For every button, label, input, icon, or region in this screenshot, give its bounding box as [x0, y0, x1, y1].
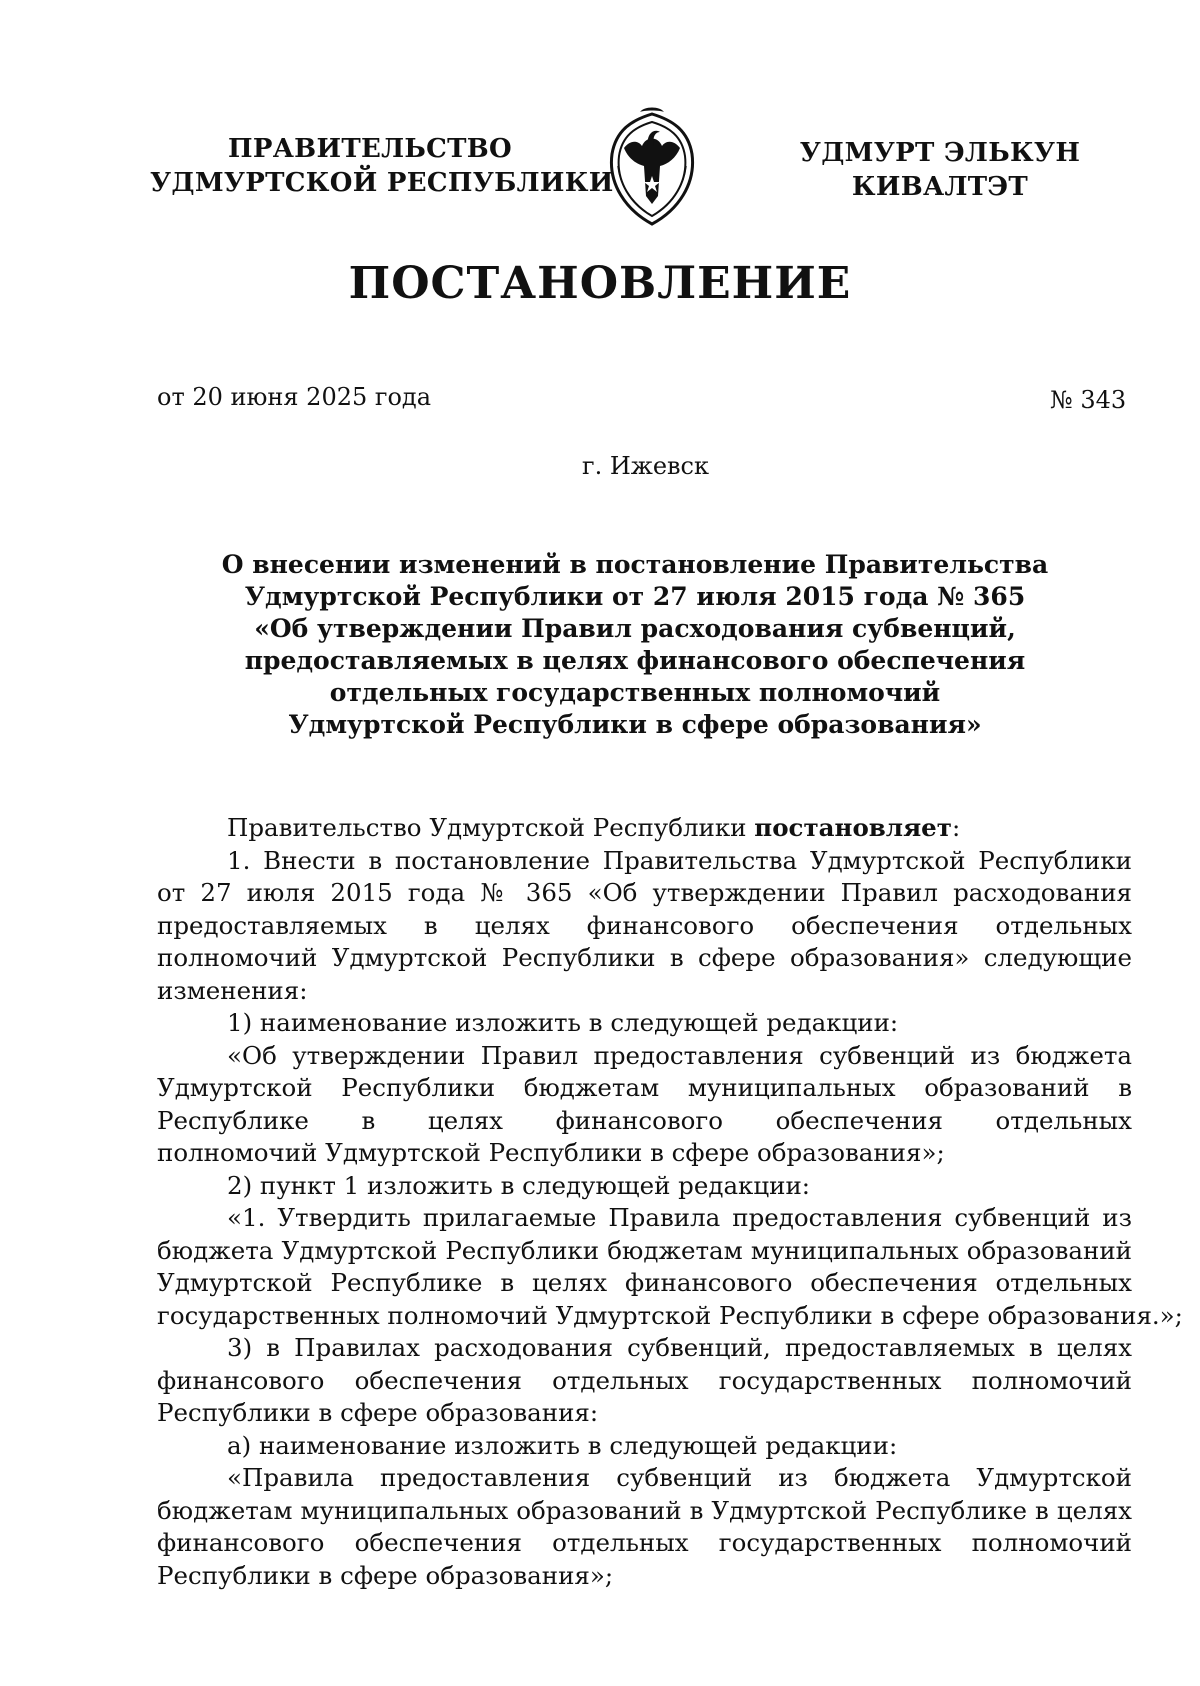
body-line: государственных полномочий Удмуртской Республики в сфере образования.»;	[157, 1300, 1183, 1330]
body-line: бюджетам муниципальных образований в Удмуртской Республике в целях	[157, 1495, 1132, 1525]
subject-line: О внесении изменений в постановление Правительства	[221, 550, 1049, 579]
body-line: 2) пункт 1 изложить в следующей редакции:	[227, 1170, 811, 1200]
preamble-bold-verb: постановляет	[754, 813, 952, 842]
government-name-russian	[150, 132, 614, 200]
preamble-colon: :	[951, 813, 961, 842]
body-line: полномочий Удмуртской Республики в сфере образования» следующие	[157, 943, 1132, 972]
subject-line: предоставляемых в целях финансового обеспечения	[244, 646, 1026, 675]
body-line: от 27 июля 2015 года № 365 «Об утверждении Правил расходования	[157, 878, 1132, 907]
body-line: финансового обеспечения отдельных государственных полномочий	[157, 1528, 1132, 1557]
body-line: Удмуртской Республике в целях финансового обеспечения отдельных	[157, 1268, 1132, 1297]
body-line: изменения:	[157, 975, 308, 1005]
document-type-title: ПОСТАНОВЛЕНИЕ	[348, 258, 852, 309]
subject-line: «Об утверждении Правил расходования субвенций,	[254, 614, 1016, 643]
government-name-line: ПРАВИТЕЛЬСТВО	[228, 134, 512, 164]
body-line: 1. Внести в постановление Правительства Удмуртской Республики	[227, 845, 1132, 875]
body-line: Республики в сфере образования»;	[157, 1560, 614, 1590]
government-name-line: КИВАЛТЭТ	[851, 172, 1029, 202]
body-line: Республике в целях финансового обеспечения отдельных	[157, 1105, 1132, 1135]
body-line: 3) в Правилах расходования субвенций, предоставляемых в целях	[227, 1333, 1132, 1362]
subject-line: отдельных государственных полномочий	[329, 678, 941, 707]
document-number: № 343	[1050, 386, 1127, 414]
body-line: а) наименование изложить в следующей редакции:	[227, 1430, 898, 1460]
document-city: г. Ижевск	[582, 452, 709, 480]
government-name-udmurt	[790, 136, 1090, 204]
body-line: «Об утверждении Правил предоставления субвенций из бюджета	[227, 1040, 1132, 1070]
body-line: «Правила предоставления субвенций из бюджета Удмуртской	[227, 1463, 1132, 1492]
udmurt-coat-of-arms-icon	[602, 106, 702, 230]
subject-line: Удмуртской Республики в сфере образования»	[288, 710, 982, 739]
document-body	[157, 812, 1183, 1592]
body-line: полномочий Удмуртской Республики в сфере образования»;	[157, 1138, 945, 1167]
body-line: Республики в сфере образования:	[157, 1398, 599, 1427]
preamble-text: Правительство Удмуртской Республики	[227, 813, 755, 842]
body-line: 1) наименование изложить в следующей редакции:	[227, 1008, 899, 1037]
body-line: финансового обеспечения отдельных государственных полномочий	[157, 1365, 1132, 1395]
body-preamble	[157, 812, 1132, 845]
document-date: от 20 июня 2025 года	[157, 383, 431, 411]
body-line: Удмуртской Республики бюджетам муниципальных образований в	[157, 1073, 1132, 1102]
government-name-line: УДМУРТ ЭЛЬКУН	[799, 138, 1081, 168]
document-subject	[150, 549, 1120, 741]
body-line: бюджета Удмуртской Республики бюджетам муниципальных образований	[157, 1235, 1132, 1265]
subject-line: Удмуртской Республики от 27 июля 2015 года № 365	[244, 582, 1026, 611]
body-line: предоставляемых в целях финансового обеспечения отдельных	[157, 910, 1132, 940]
government-name-line: УДМУРТСКОЙ РЕСПУБЛИКИ	[150, 168, 614, 198]
body-line: «1. Утвердить прилагаемые Правила предоставления субвенций из	[227, 1203, 1132, 1232]
